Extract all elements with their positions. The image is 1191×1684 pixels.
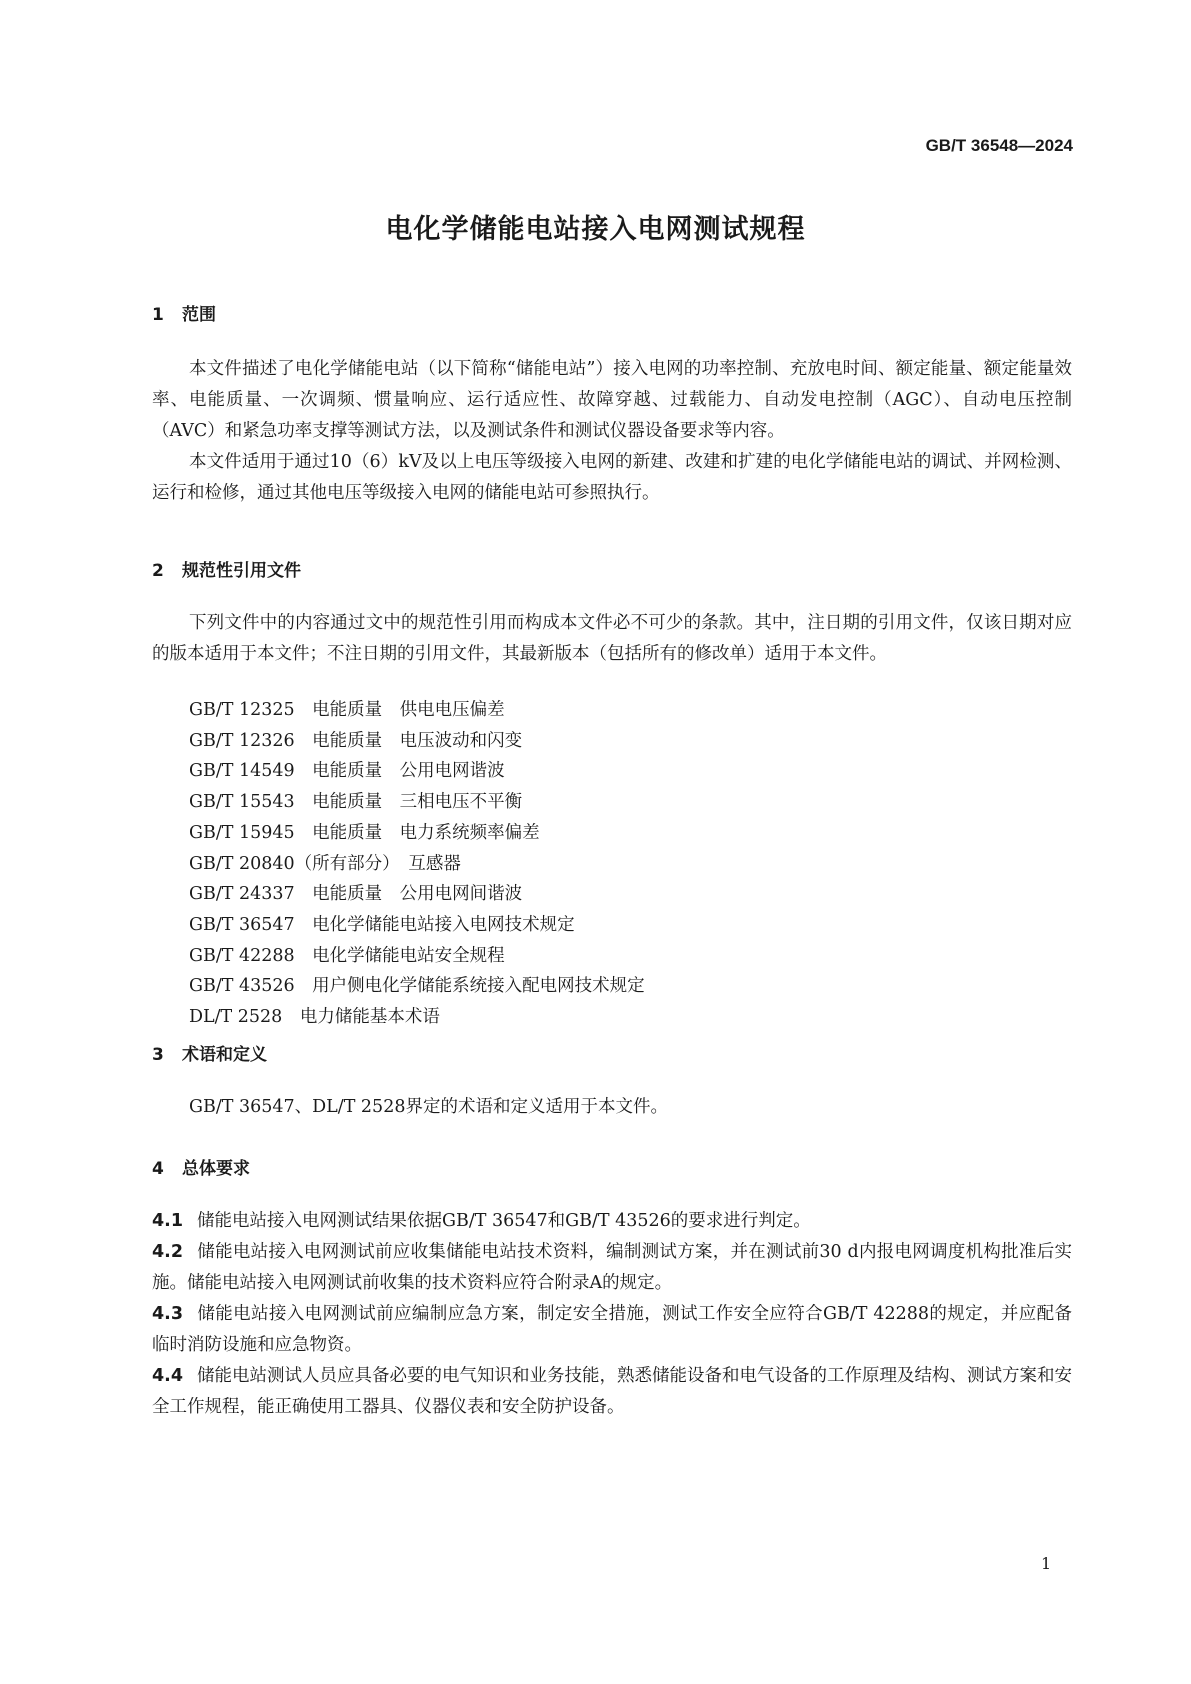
paragraph: GB/T 36547、DL/T 2528界定的术语和定义适用于本文件。 bbox=[189, 1097, 668, 1117]
requirement-number: 4.4 bbox=[152, 1366, 184, 1386]
section-1-heading bbox=[152, 300, 216, 325]
paragraph: 本文件适用于通过10（6）kV及以上电压等级接入电网的新建、改建和扩建的电化学储能电站的调试、并网检测、运行和检修，通过其他电压等级接入电网的储能电站可参照执行。 bbox=[152, 452, 1072, 503]
section-3-heading bbox=[152, 1040, 267, 1065]
document-title: 电化学储能电站接入电网测试规程 bbox=[385, 214, 806, 245]
paragraph: 下列文件中的内容通过文中的规范性引用而构成本文件必不可少的条款。其中，注日期的引用文件，仅该日期对应的版本适用于本文件；不注日期的引用文件，其最新版本（包括所有的修改单）适用于本文件。 bbox=[152, 613, 1072, 664]
reference-item: GB/T 36547 电化学储能电站接入电网技术规定 bbox=[189, 914, 575, 935]
section-3-body bbox=[152, 1092, 1072, 1123]
section-title: 规范性引用文件 bbox=[182, 561, 301, 581]
requirement-text: 储能电站接入电网测试结果依据GB/T 36547和GB/T 43526的要求进行判定。 bbox=[197, 1211, 811, 1231]
reference-item: GB/T 43526 用户侧电化学储能系统接入配电网技术规定 bbox=[189, 976, 645, 997]
page-number: 1 bbox=[1041, 1554, 1052, 1573]
reference-item: GB/T 42288 电化学储能电站安全规程 bbox=[189, 945, 505, 966]
section-1-body bbox=[152, 354, 1072, 509]
section-2-heading bbox=[152, 556, 301, 581]
reference-item: GB/T 12325 电能质量 供电电压偏差 bbox=[189, 700, 505, 720]
requirement-item bbox=[152, 1361, 1072, 1423]
requirement-item bbox=[152, 1206, 1072, 1237]
requirement-item bbox=[152, 1299, 1072, 1361]
requirement-number: 4.1 bbox=[152, 1211, 184, 1231]
standard-code: GB/T 36548—2024 bbox=[925, 136, 1073, 155]
requirement-text: 储能电站测试人员应具备必要的电气知识和业务技能，熟悉储能设备和电气设备的工作原理及结构、测试方案和安全工作规程，能正确使用工器具、仪器仪表和安全防护设备。 bbox=[152, 1366, 1073, 1417]
section-title: 总体要求 bbox=[182, 1159, 250, 1179]
section-number: 3 bbox=[152, 1045, 164, 1065]
requirement-number: 4.2 bbox=[152, 1242, 184, 1262]
reference-item: GB/T 24337 电能质量 公用电网间谐波 bbox=[189, 884, 523, 905]
reference-item: GB/T 12326 电能质量 电压波动和闪变 bbox=[189, 730, 523, 751]
section-title: 术语和定义 bbox=[182, 1045, 267, 1065]
requirement-text: 储能电站接入电网测试前应编制应急方案，制定安全措施，测试工作安全应符合GB/T 42288的规定，并应配备临时消防设施和应急物资。 bbox=[152, 1304, 1072, 1355]
section-2-body bbox=[152, 608, 1072, 670]
reference-list bbox=[189, 695, 645, 1033]
section-title: 范围 bbox=[182, 305, 216, 325]
requirement-text: 储能电站接入电网测试前应收集储能电站技术资料，编制测试方案，并在测试前30 d内报电网调度机构批准后实施。储能电站接入电网测试前收集的技术资料应符合附录A的规定。 bbox=[152, 1242, 1072, 1293]
section-number: 1 bbox=[152, 305, 164, 325]
requirement-number: 4.3 bbox=[152, 1304, 184, 1324]
reference-item: GB/T 20840（所有部分） 互感器 bbox=[189, 853, 461, 874]
section-number: 4 bbox=[152, 1159, 164, 1179]
reference-item: GB/T 14549 电能质量 公用电网谐波 bbox=[189, 761, 505, 782]
requirement-item bbox=[152, 1237, 1072, 1299]
reference-item: DL/T 2528 电力储能基本术语 bbox=[189, 1007, 440, 1028]
reference-item: GB/T 15543 电能质量 三相电压不平衡 bbox=[189, 792, 523, 813]
section-4-body bbox=[152, 1206, 1072, 1423]
section-number: 2 bbox=[152, 561, 164, 581]
reference-item: GB/T 15945 电能质量 电力系统频率偏差 bbox=[189, 822, 540, 843]
section-4-heading bbox=[152, 1154, 250, 1179]
paragraph: 本文件描述了电化学储能电站（以下简称“储能电站”）接入电网的功率控制、充放电时间、额定能量、额定能量效率、电能质量、一次调频、惯量响应、运行适应性、故障穿越、过载能力、自动发电控制（AGC）、自动电压控制（AVC）和紧急功率支撑等测试方法，以及测试条件和测试仪器设备要求等内容。 bbox=[152, 359, 1072, 441]
